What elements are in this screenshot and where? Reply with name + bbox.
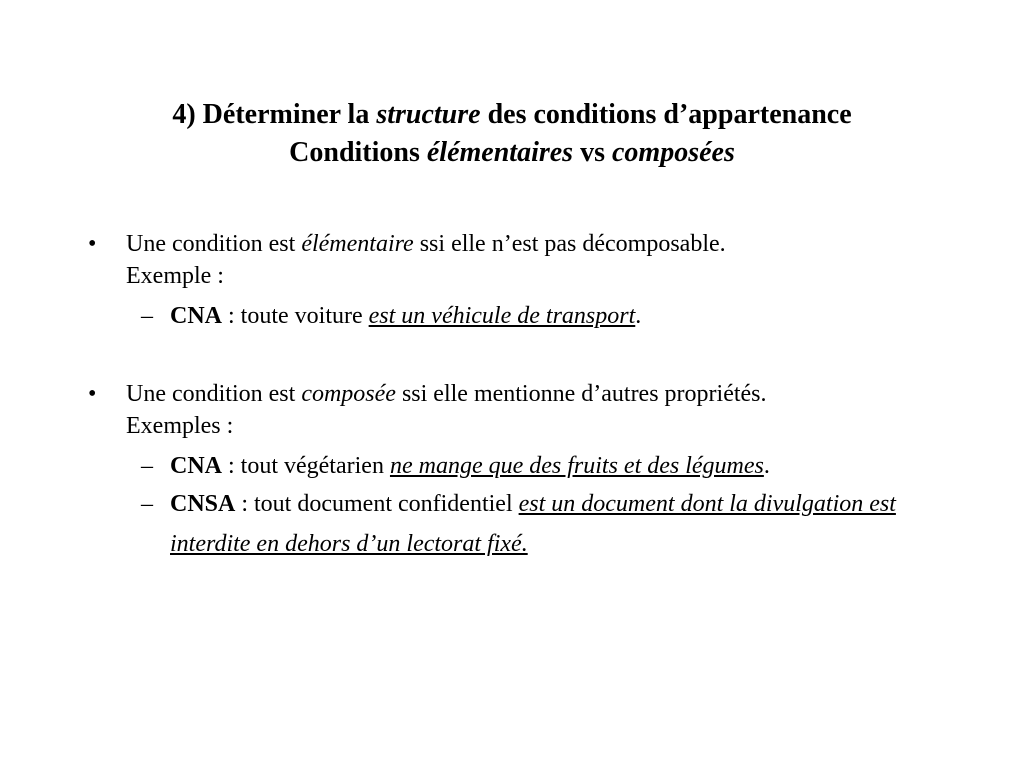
slide-content [0, 228, 1024, 564]
bullet-emphasis: élémentaire [301, 231, 414, 257]
title-line-2 [40, 134, 984, 172]
bullet-text: Une condition est [126, 231, 302, 257]
title-text: 4) Déterminer la [172, 99, 377, 130]
title-text: vs [573, 137, 612, 168]
slide-title [40, 96, 984, 172]
bullet-text: ssi elle n’est pas décomposable. [413, 231, 726, 257]
sub-bullet-tail: . [763, 453, 770, 479]
bullet-marker: • [88, 381, 97, 407]
condition-label: CNA [170, 303, 222, 329]
sub-bullet-item [0, 450, 970, 482]
title-emphasis: structure [376, 99, 481, 130]
title-line-1 [40, 96, 984, 134]
title-emphasis: élémentaires [426, 137, 574, 168]
sub-bullet-item [0, 484, 970, 564]
sub-bullet-marker: – [141, 303, 153, 329]
title-text: des conditions d’appartenance [480, 99, 852, 130]
bullet-text: Exemple : [126, 263, 224, 289]
sub-bullet-text: : tout document confidentiel [235, 491, 519, 517]
bullet-item [0, 228, 986, 292]
title-text: Conditions [289, 137, 427, 168]
condition-label: CNA [170, 453, 222, 479]
bullet-text: ssi elle mentionne d’autres propriétés. [395, 381, 767, 407]
sub-bullet-text: : tout végétarien [222, 453, 390, 479]
condition-label: CNSA [170, 491, 236, 517]
sub-bullet-text: : toute voiture [222, 303, 369, 329]
sub-bullet-tail: . [635, 303, 642, 329]
sub-bullet-marker: – [141, 453, 153, 479]
bullet-text: Une condition est [126, 381, 302, 407]
underlined-phrase: est un véhicule de transport [368, 303, 636, 329]
bullet-text: Exemples : [126, 413, 234, 439]
bullet-marker: • [88, 231, 97, 257]
sub-bullet-marker: – [141, 491, 153, 517]
bullet-item [0, 378, 986, 442]
bullet-emphasis: composée [301, 381, 396, 407]
underlined-phrase: ne mange que des fruits et des légumes [389, 453, 764, 479]
sub-bullet-item [0, 300, 970, 332]
underlined-phrase: est un document dont la divulgation est interdite en dehors d’un lectorat fixé. [170, 491, 896, 557]
title-emphasis: composées [611, 137, 735, 168]
